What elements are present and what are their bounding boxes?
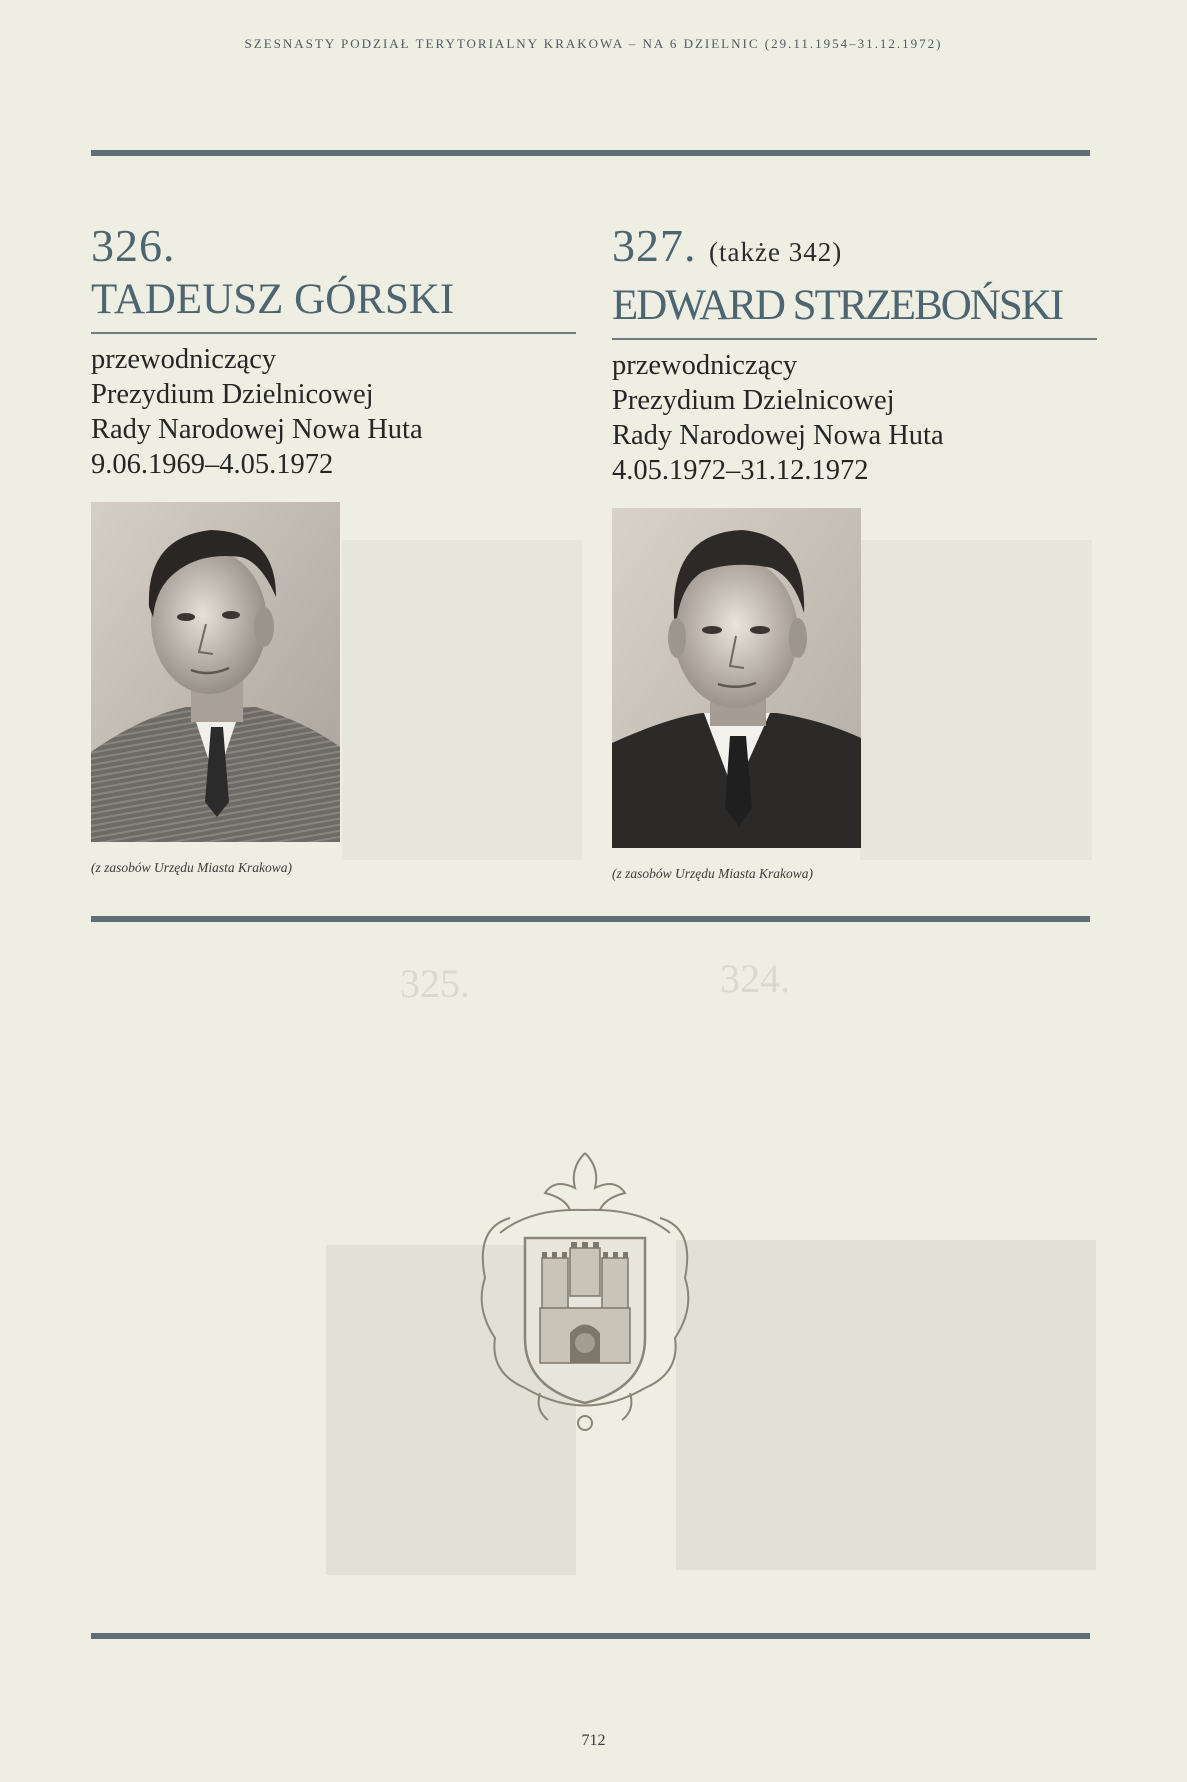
body-line: Prezydium Dzielnicowej xyxy=(612,384,895,416)
entry-number-text: 326. xyxy=(91,220,176,271)
entry-number xyxy=(91,222,581,270)
cross-reference: (także 342) xyxy=(709,237,843,267)
bleed-through-number: 325. xyxy=(400,961,470,1006)
person-name: EDWARD STRZEBOŃSKI xyxy=(612,282,1063,329)
portrait-photo xyxy=(612,508,861,848)
running-head: SZESNASTY PODZIAŁ TERYTORIALNY KRAKOWA – NA 6 DZIELNIC (29.11.1954–31.12.1972) xyxy=(244,36,943,51)
photo-caption: (z zasobów Urzędu Miasta Krakowa) xyxy=(612,865,814,881)
role-line: przewodniczący xyxy=(91,343,277,375)
name-underline xyxy=(612,338,1097,340)
term-dates: 9.06.1969–4.05.1972 xyxy=(91,448,334,480)
name-underline xyxy=(91,332,576,334)
top-rule xyxy=(91,150,1090,156)
person-name: TADEUSZ GÓRSKI xyxy=(91,276,455,323)
bleed-through-photo xyxy=(676,1240,1096,1570)
bleed-through-number: 324. xyxy=(720,956,790,1001)
position-description xyxy=(91,342,581,482)
krakow-coat-of-arms-emblem xyxy=(470,1148,700,1442)
bottom-rule xyxy=(91,1633,1090,1639)
entry-326 xyxy=(91,222,581,876)
position-description xyxy=(612,348,1102,488)
entry-327 xyxy=(612,222,1102,882)
role-line: przewodniczący xyxy=(612,349,798,381)
term-dates: 4.05.1972–31.12.1972 xyxy=(612,454,869,486)
photo-caption: (z zasobów Urzędu Miasta Krakowa) xyxy=(91,859,293,875)
entry-number xyxy=(612,222,1102,276)
body-line: Prezydium Dzielnicowej xyxy=(91,378,374,410)
council-line: Rady Narodowej Nowa Huta xyxy=(91,413,423,445)
council-line: Rady Narodowej Nowa Huta xyxy=(612,419,944,451)
middle-rule xyxy=(91,916,1090,922)
page-number: 712 xyxy=(581,1732,606,1749)
entry-number-text: 327. xyxy=(612,220,697,271)
portrait-photo xyxy=(91,502,340,842)
